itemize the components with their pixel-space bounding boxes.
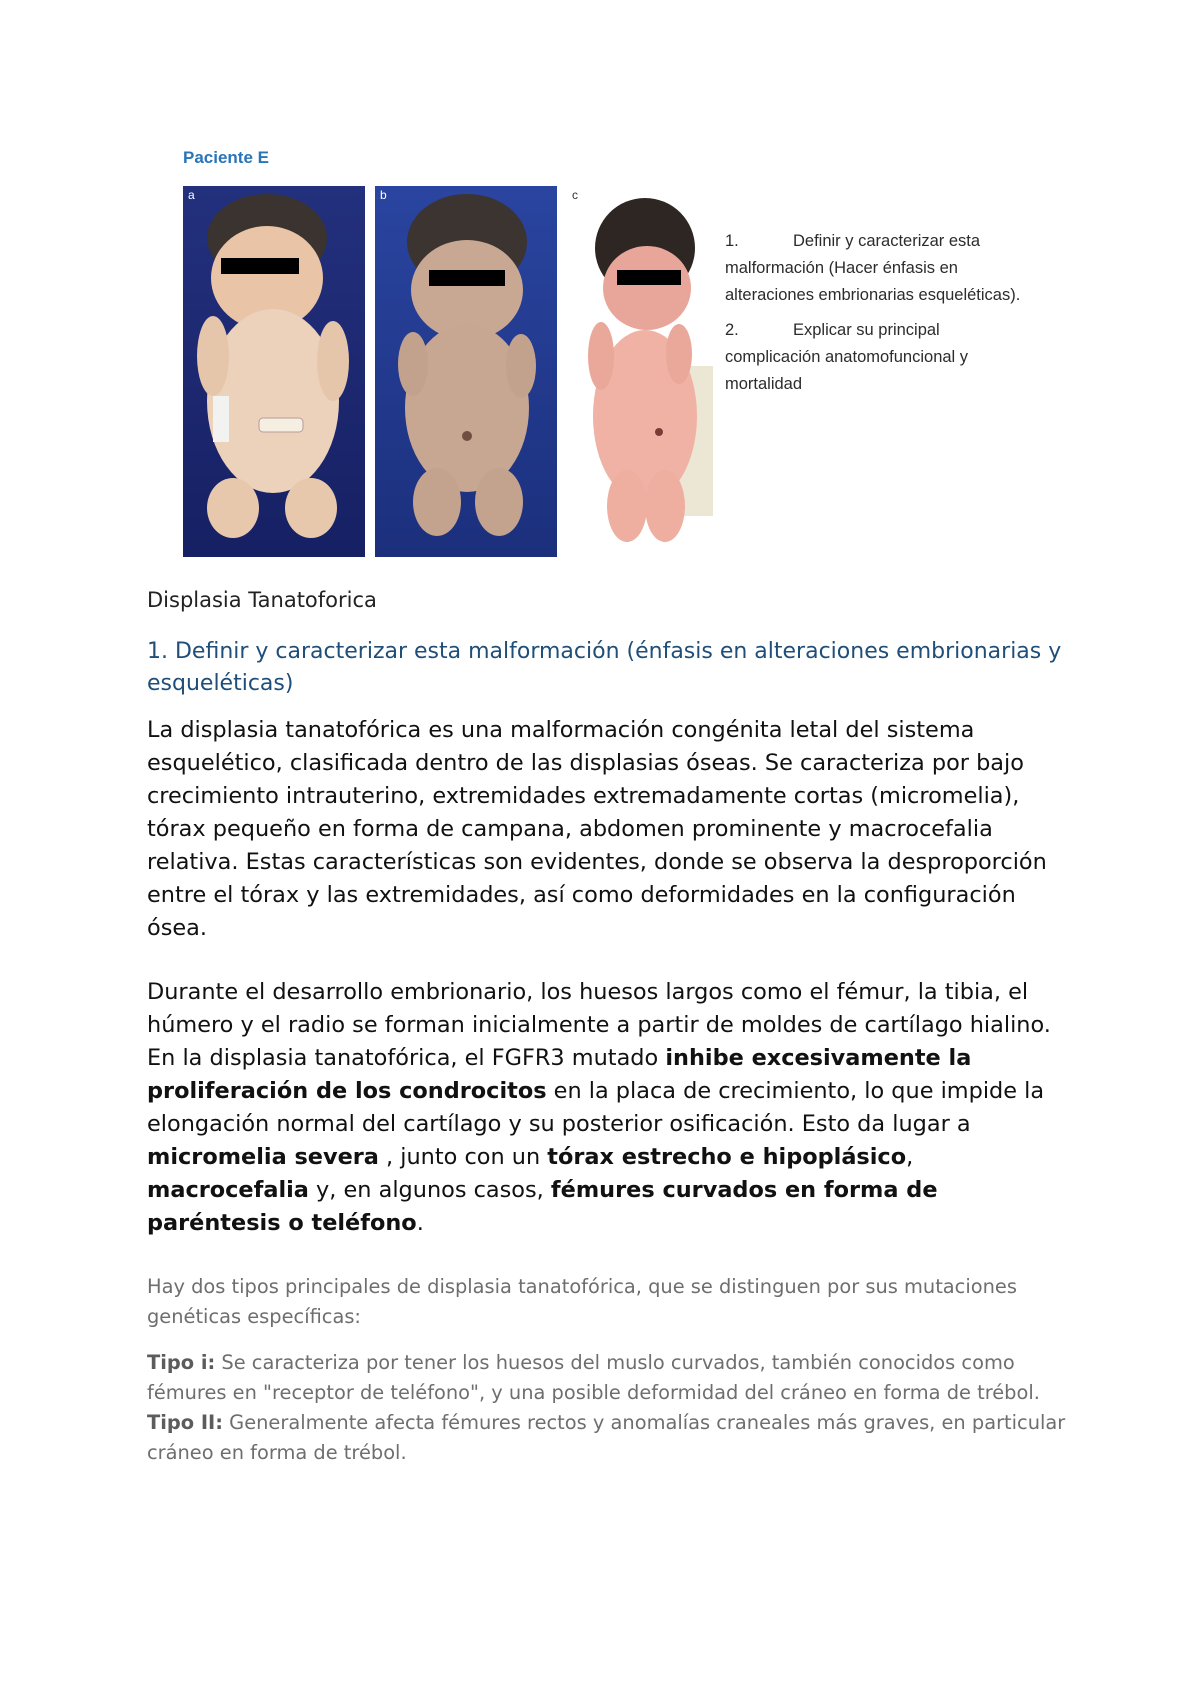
- photo-panel-b: [375, 186, 557, 557]
- panel-letter-c: c: [572, 188, 578, 202]
- document-title: Displasia Tanatoforica: [147, 588, 377, 612]
- figure-question-number: 2.: [725, 321, 739, 339]
- text-run: en la placa de crecimiento, lo que impide la elongación normal del cartílago y su posterior osificación. Esto da lugar a: [147, 1078, 1045, 1137]
- figure-question-1: [725, 228, 1025, 309]
- text-run: Durante el desarrollo embrionario, los huesos largos como el fémur, la tibia, el húmero y el radio se forman inicialmente a partir de moldes de cartílago hialino. En la displasia tanatofórica, el FGFR3 mutado: [147, 979, 1051, 1071]
- photo-panel-a: [183, 186, 365, 557]
- types-list: [147, 1348, 1077, 1468]
- paragraph-embryology: [147, 976, 1067, 1240]
- type-1-item: [147, 1348, 1077, 1408]
- bold-run: fémures curvados en forma de paréntesis o teléfono: [147, 1177, 938, 1236]
- section-heading: 1. Definir y caracterizar esta malformación (énfasis en alteraciones embrionarias y esqueléticas): [147, 639, 1062, 696]
- infant-photo-c: [567, 186, 713, 557]
- infant-photo-a: [183, 186, 365, 557]
- figure-question-text: Definir y caracterizar esta malformación (Hacer énfasis en alteraciones embrionarias esqueléticas).: [725, 232, 1021, 304]
- type-2-text: Generalmente afecta fémures rectos y anomalías craneales más graves, en particular cráneo en forma de trébol.: [147, 1411, 1066, 1464]
- patient-figure: [180, 140, 1080, 560]
- bold-run: tórax estrecho e hipoplásico: [547, 1144, 907, 1170]
- panel-letter-a: a: [188, 188, 195, 202]
- text-run: y, en algunos casos,: [308, 1177, 551, 1203]
- figure-question-list: [725, 228, 1025, 406]
- figure-title: Paciente E: [183, 148, 269, 167]
- panel-letter-b: b: [380, 188, 387, 202]
- text-run: .: [416, 1210, 424, 1236]
- type-2-label: Tipo II:: [147, 1411, 224, 1434]
- paragraph-definition: La displasia tanatofórica es una malformación congénita letal del sistema esquelético, clasificada dentro de las displasias óseas. Se caracteriza por bajo crecimiento intrauterino, extremidades extremadamente cortas (micromelia), tórax pequeño en forma de campana, abdomen prominente y macrocefalia relativa. Estas características son evidentes, donde se observa la desproporción entre el tórax y las extremidades, así como deformidades en la configuración ósea.: [147, 717, 1047, 941]
- bold-run: inhibe excesivamente la proliferación de los condrocitos: [147, 1045, 972, 1104]
- type-1-label: Tipo i:: [147, 1351, 216, 1374]
- photo-panel-c: [567, 186, 713, 557]
- types-intro: Hay dos tipos principales de displasia tanatofórica, que se distinguen por sus mutaciones genéticas específicas:: [147, 1275, 1017, 1328]
- bold-run: micromelia severa: [147, 1144, 379, 1170]
- infant-photo-b: [375, 186, 557, 557]
- text-run: ,: [906, 1144, 914, 1170]
- text-run: , junto con un: [378, 1144, 548, 1170]
- figure-question-number: 1.: [725, 232, 739, 250]
- figure-question-2: [725, 317, 1025, 398]
- type-2-item: [147, 1408, 1077, 1468]
- bold-run: macrocefalia: [147, 1177, 309, 1203]
- figure-question-text: Explicar su principal complicación anatomofuncional y mortalidad: [725, 321, 969, 393]
- type-1-text: Se caracteriza por tener los huesos del muslo curvados, también conocidos como fémures en "receptor de teléfono", y una posible deformidad del cráneo en forma de trébol.: [147, 1351, 1040, 1404]
